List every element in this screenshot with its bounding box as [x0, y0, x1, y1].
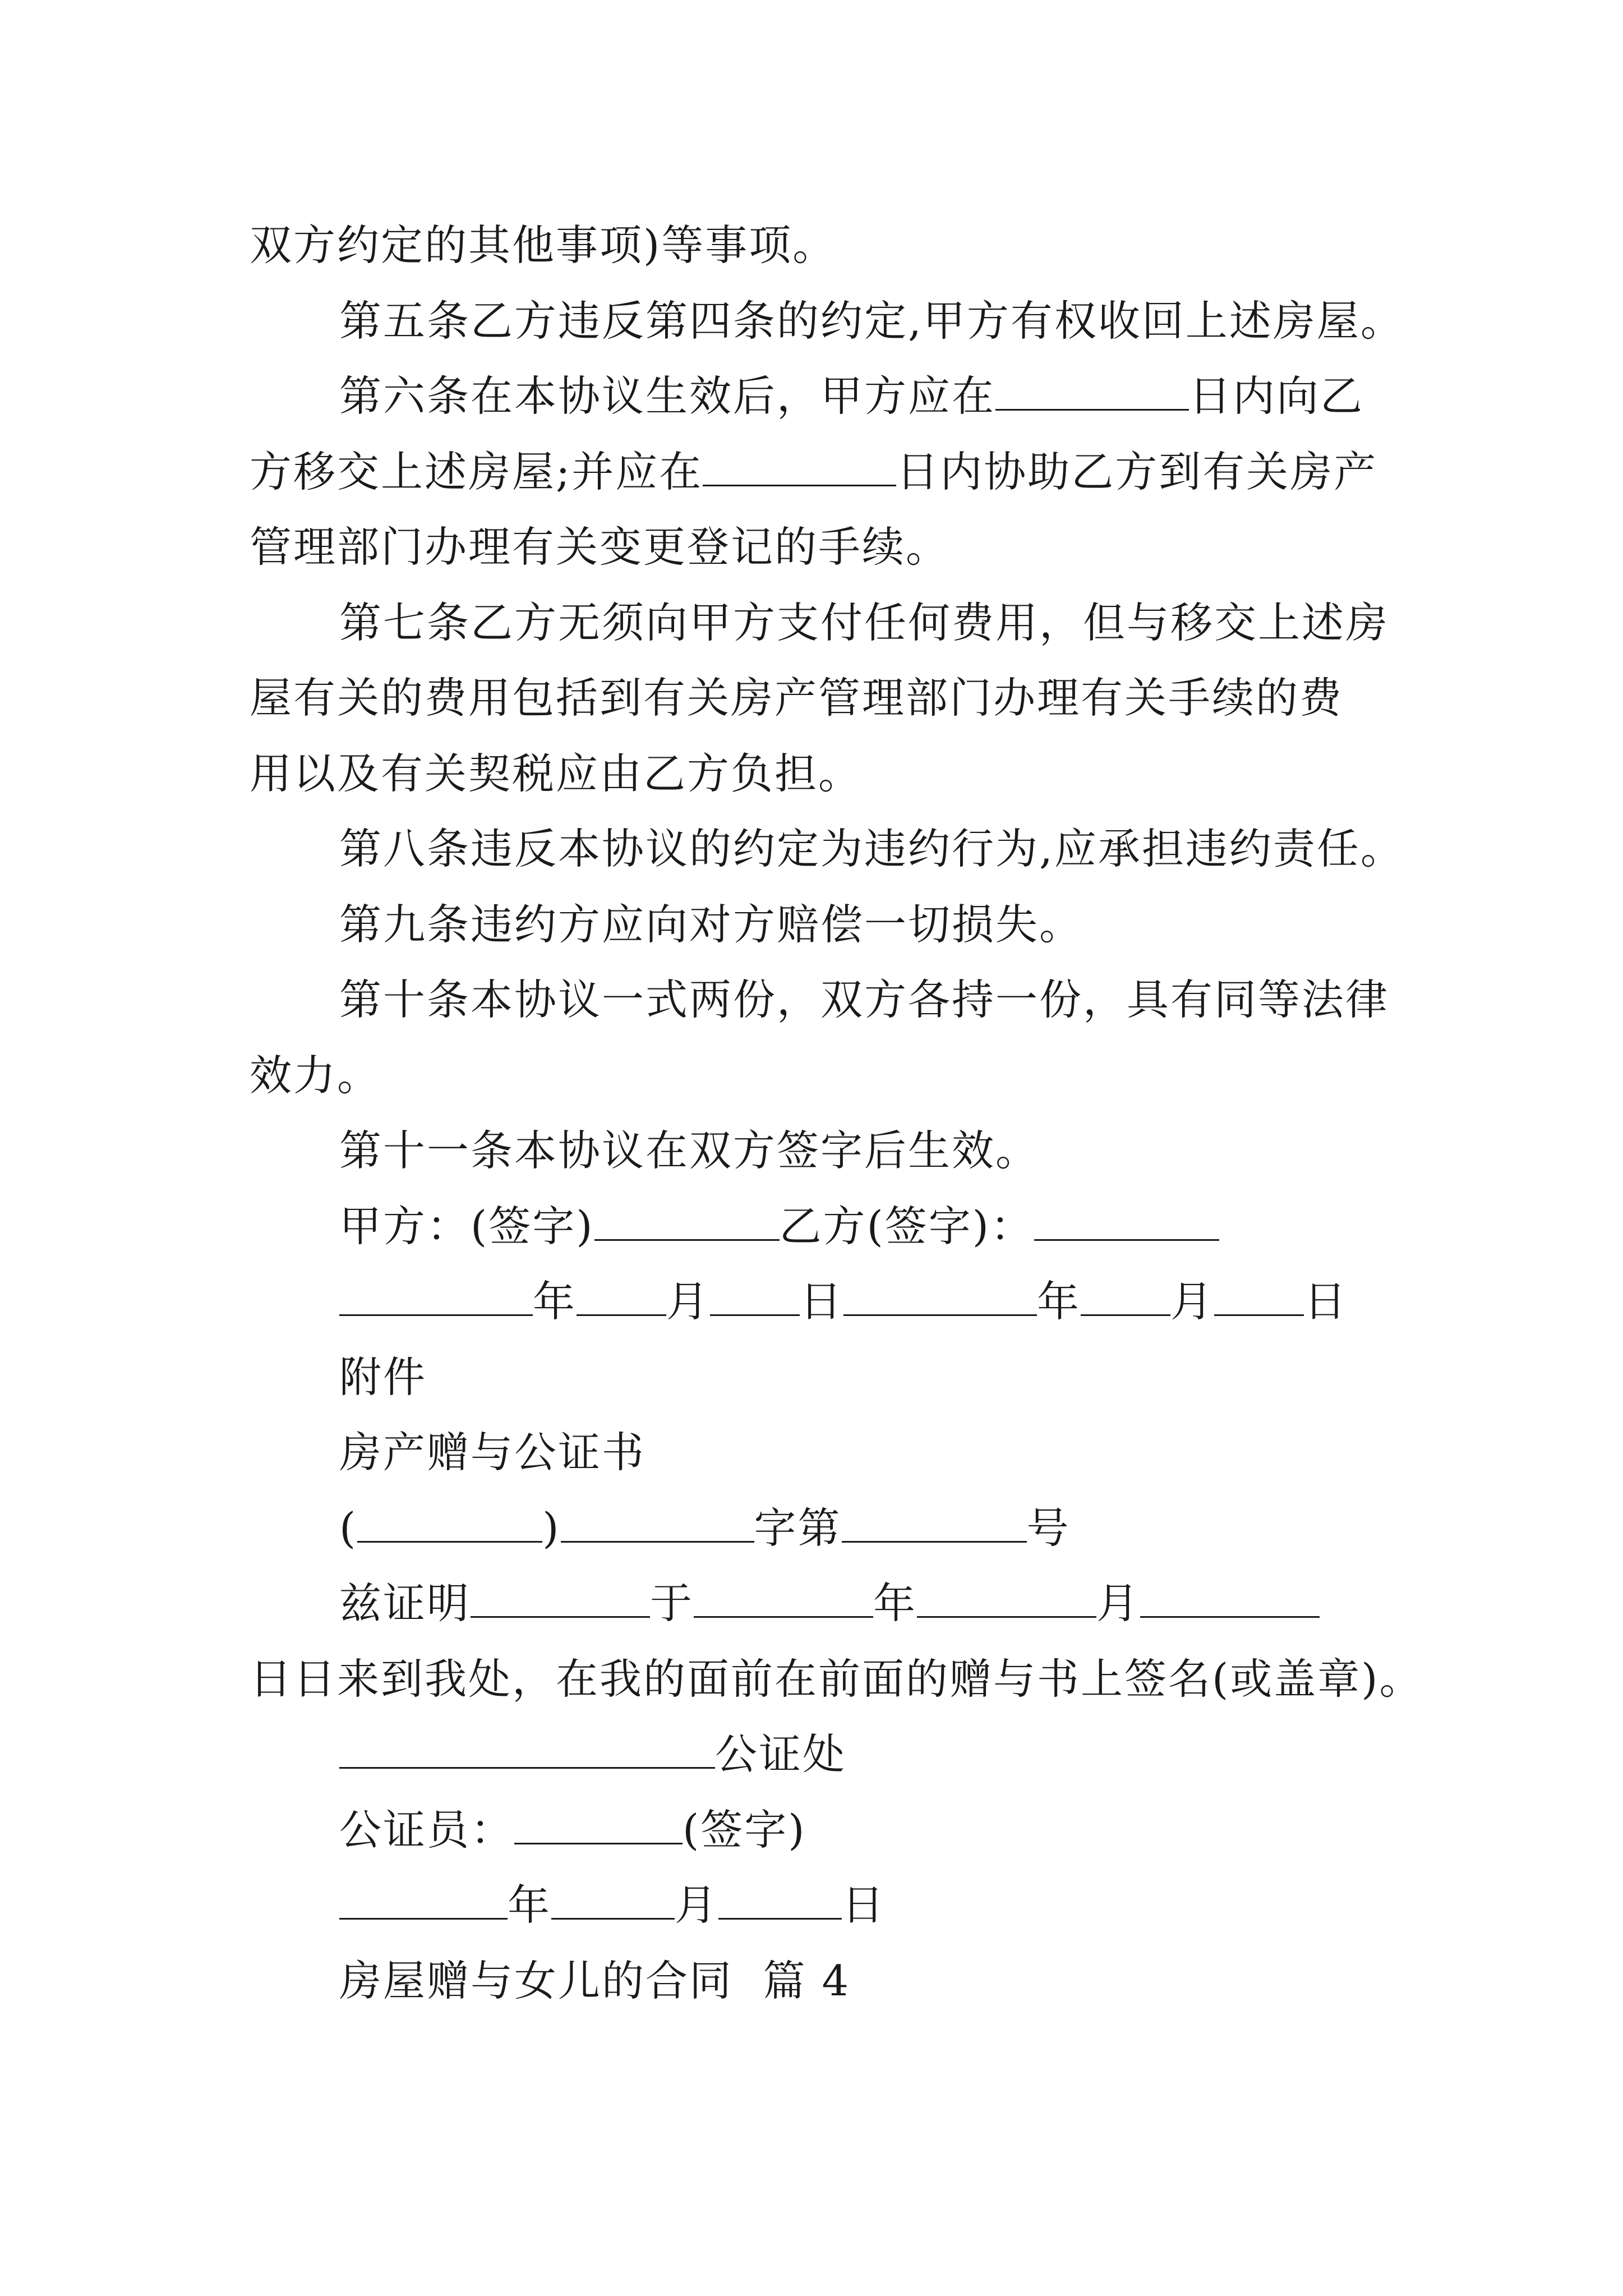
text: 房产赠与公证书 [339, 1428, 646, 1477]
article-9 [250, 887, 1399, 963]
text: 日 [250, 1654, 294, 1704]
text: 公证员： [339, 1805, 515, 1855]
date-line [250, 1264, 1399, 1340]
article-10-line-1 [250, 962, 1399, 1038]
notary-office-line [250, 1717, 1399, 1792]
text: 于 [650, 1579, 694, 1628]
text: 兹证明 [339, 1579, 471, 1628]
blank-field [594, 1204, 780, 1241]
blank-field [843, 1280, 1037, 1316]
text: 第十一条本协议在双方签字后生效。 [339, 1126, 1040, 1175]
text: 第十条本协议一式两份，双方各持一份，具有同等法律 [339, 975, 1390, 1024]
blank-field [577, 1280, 666, 1316]
article-6-line-1 [250, 358, 1399, 434]
blank-field [357, 1506, 542, 1543]
article-7-line-3 [250, 736, 1399, 812]
blank-field [694, 1581, 873, 1618]
blank-field [551, 1883, 675, 1920]
text: 第八条违反本协议的约定为违约行为,应承担违约责任。 [339, 824, 1404, 873]
article-8 [250, 811, 1404, 887]
text: 年 [508, 1880, 552, 1930]
text: 管理部门办理有关变更登记的手续。 [250, 522, 950, 572]
article-6-line-3 [250, 509, 1399, 585]
blank-field [1034, 1204, 1219, 1241]
article-6-line-2 [250, 434, 1399, 510]
text: 第六条在本协议生效后，甲方应在 [339, 371, 996, 421]
blank-field [995, 374, 1189, 411]
certificate-number-line [250, 1490, 1399, 1566]
text: 日 [1304, 1277, 1348, 1326]
attachment-heading [250, 1340, 1399, 1415]
text: 公证处 [715, 1729, 847, 1779]
certification-line-1 [250, 1566, 1399, 1641]
text: 月 [675, 1880, 719, 1930]
text: 日 [842, 1880, 886, 1930]
blank-field [917, 1581, 1096, 1618]
text: 年 [533, 1277, 577, 1326]
document-body [250, 208, 1423, 2018]
text: 日内向乙 [1189, 371, 1364, 421]
text: ) [542, 1503, 561, 1553]
blank-field [1081, 1280, 1170, 1316]
text: 甲方：(签字) [339, 1201, 594, 1251]
text: 日来到我处，在我的面前在前面的赠与书上签名(或盖章)。 [293, 1654, 1423, 1704]
blank-field [1214, 1280, 1304, 1316]
paragraph-line [250, 208, 1399, 283]
blank-field [471, 1581, 650, 1618]
article-11 [250, 1113, 1399, 1189]
text: 房屋赠与女儿的合同 篇 4 [339, 1955, 851, 2005]
text: 效力。 [250, 1050, 381, 1100]
blank-field [710, 1280, 800, 1316]
text: 乙方(签字)： [779, 1201, 1035, 1251]
text: 第七条乙方无须向甲方支付任何费用，但与移交上述房 [339, 597, 1390, 647]
blank-field [339, 1883, 508, 1920]
text: 附件 [339, 1352, 427, 1402]
signature-line [250, 1189, 1399, 1264]
blank-field [514, 1808, 683, 1844]
text: ( [339, 1503, 358, 1553]
text: 方移交上述房屋;并应在 [250, 447, 703, 496]
text: 日内协助乙方到有关房产 [896, 447, 1378, 496]
notary-person-line [250, 1792, 1399, 1868]
text: 日 [800, 1277, 844, 1326]
text: 用以及有关契税应由乙方负担。 [250, 748, 863, 798]
notary-date-line [250, 1867, 1399, 1943]
text: 年 [1037, 1277, 1081, 1326]
text: 号 [1026, 1503, 1071, 1553]
certification-line-2 [250, 1641, 1423, 1717]
text: 屋有关的费用包括到有关房产管理部门办理有关手续的费 [250, 673, 1344, 723]
notary-title [250, 1415, 1399, 1490]
text: (签字) [683, 1805, 806, 1855]
article-5 [250, 283, 1404, 359]
article-10-line-2 [250, 1038, 1399, 1114]
text: 月 [1170, 1277, 1215, 1326]
text: 第五条乙方违反第四条的约定,甲方有权收回上述房屋。 [339, 296, 1404, 346]
blank-field [703, 450, 896, 486]
article-7-line-1 [250, 585, 1399, 661]
text: 月 [1096, 1579, 1141, 1628]
blank-field [561, 1506, 754, 1543]
blank-field [842, 1506, 1027, 1543]
blank-field [718, 1883, 842, 1920]
article-7-line-2 [250, 660, 1399, 736]
text: 年 [873, 1579, 917, 1628]
text: 字第 [754, 1503, 842, 1553]
blank-field [339, 1732, 715, 1769]
blank-field [1140, 1581, 1320, 1618]
text: 双方约定的其他事项)等事项。 [250, 220, 837, 270]
text: 第九条违约方应向对方赔偿一切损失。 [339, 899, 1083, 949]
text: 月 [666, 1277, 711, 1326]
blank-field [339, 1280, 533, 1316]
next-section-title [250, 1943, 1399, 2019]
